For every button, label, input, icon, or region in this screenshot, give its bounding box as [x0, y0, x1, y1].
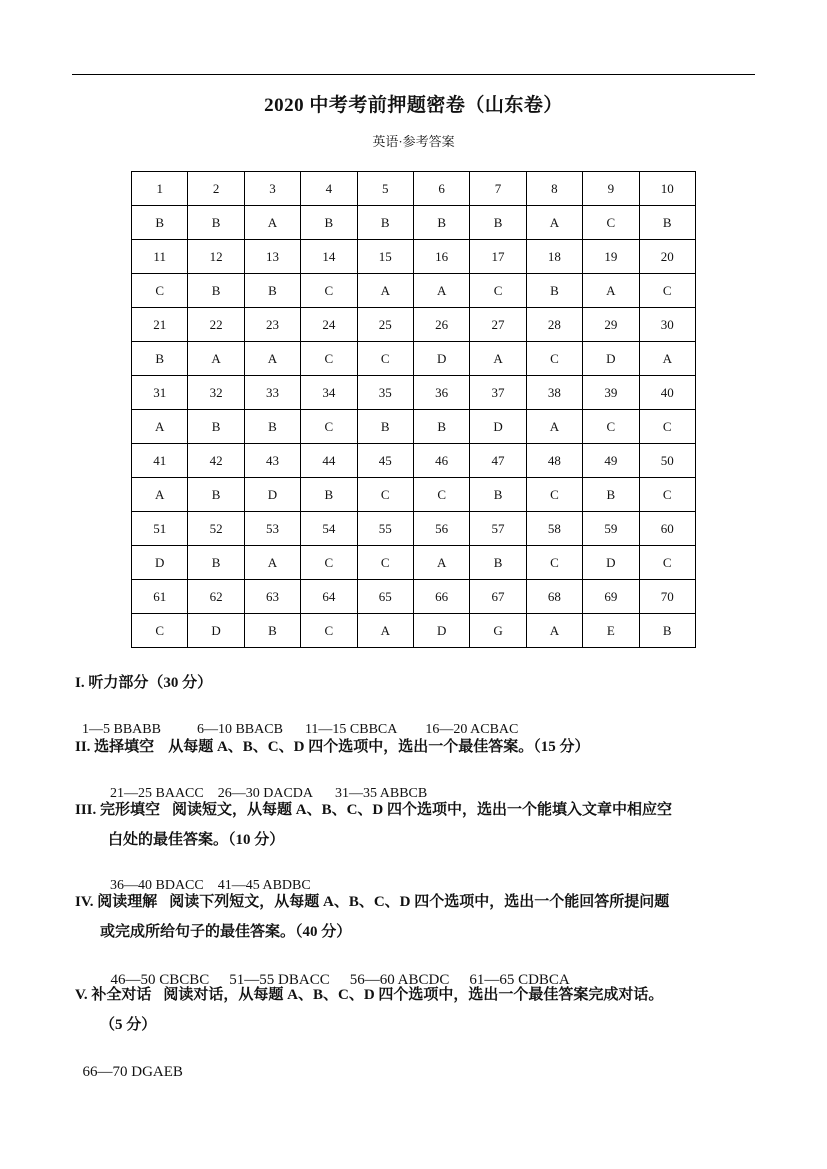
- answer-cell: A: [470, 342, 526, 376]
- answer-table: [131, 171, 696, 648]
- answer-group: 6—10 BBACB: [196, 722, 283, 737]
- question-number-cell: 8: [526, 172, 582, 206]
- answer-cell: A: [639, 342, 695, 376]
- question-number-cell: 61: [132, 580, 188, 614]
- answer-cell: C: [526, 342, 582, 376]
- question-number-cell: 18: [526, 240, 582, 274]
- answer-cell: C: [132, 614, 188, 648]
- table-row-numbers: [132, 240, 696, 274]
- question-number-cell: 42: [188, 444, 244, 478]
- question-number-cell: 49: [583, 444, 639, 478]
- answer-cell: C: [413, 478, 469, 512]
- table-row-numbers: [132, 580, 696, 614]
- answer-group: 36—40 BDACC: [110, 878, 204, 893]
- table-row-numbers: [132, 172, 696, 206]
- question-number-cell: 43: [244, 444, 300, 478]
- section-3: [75, 795, 765, 825]
- question-number-cell: 32: [188, 376, 244, 410]
- section-2-heading: II. 选择填空: [75, 739, 155, 755]
- answer-cell: A: [526, 206, 582, 240]
- section-5: [75, 980, 765, 1010]
- question-number-cell: 21: [132, 308, 188, 342]
- answer-cell: C: [639, 546, 695, 580]
- question-number-cell: 12: [188, 240, 244, 274]
- question-number-cell: 11: [132, 240, 188, 274]
- answer-cell: A: [583, 274, 639, 308]
- answer-cell: A: [244, 342, 300, 376]
- answer-cell: B: [413, 206, 469, 240]
- question-number-cell: 48: [526, 444, 582, 478]
- answer-cell: B: [188, 546, 244, 580]
- answer-cell: C: [526, 546, 582, 580]
- question-number-cell: 7: [470, 172, 526, 206]
- answer-group: 21—25 BAACC: [110, 786, 204, 801]
- answer-cell: D: [470, 410, 526, 444]
- answer-cell: D: [413, 614, 469, 648]
- section-2: [75, 732, 765, 762]
- answer-cell: C: [357, 342, 413, 376]
- answer-cell: C: [301, 546, 357, 580]
- answer-cell: C: [301, 342, 357, 376]
- question-number-cell: 39: [583, 376, 639, 410]
- table-row-answers: [132, 614, 696, 648]
- question-number-cell: 26: [413, 308, 469, 342]
- answer-cell: A: [413, 274, 469, 308]
- section-5-heading: V. 补全对话: [75, 987, 152, 1003]
- answer-cell: C: [301, 614, 357, 648]
- answer-cell: G: [470, 614, 526, 648]
- answer-cell: B: [188, 478, 244, 512]
- answer-cell: B: [301, 478, 357, 512]
- answer-cell: A: [357, 274, 413, 308]
- table-row-numbers: [132, 444, 696, 478]
- answer-cell: C: [301, 410, 357, 444]
- answer-group: 51—55 DBACC: [229, 972, 330, 988]
- section-1: [75, 668, 765, 698]
- question-number-cell: 31: [132, 376, 188, 410]
- question-number-cell: 24: [301, 308, 357, 342]
- question-number-cell: 6: [413, 172, 469, 206]
- answer-group: 61—65 CDBCA: [469, 972, 570, 988]
- question-number-cell: 34: [301, 376, 357, 410]
- answer-cell: C: [583, 410, 639, 444]
- question-number-cell: 1: [132, 172, 188, 206]
- top-rule: [72, 74, 755, 75]
- section-4-line2: [100, 917, 790, 947]
- question-number-cell: 58: [526, 512, 582, 546]
- question-number-cell: 55: [357, 512, 413, 546]
- section-4: [75, 887, 765, 917]
- question-number-cell: 68: [526, 580, 582, 614]
- table-row-answers: [132, 342, 696, 376]
- answer-cell: A: [132, 478, 188, 512]
- question-number-cell: 44: [301, 444, 357, 478]
- answer-cell: B: [357, 206, 413, 240]
- answer-cell: C: [526, 478, 582, 512]
- question-number-cell: 25: [357, 308, 413, 342]
- question-number-cell: 70: [639, 580, 695, 614]
- question-number-cell: 69: [583, 580, 639, 614]
- question-number-cell: 10: [639, 172, 695, 206]
- section-4-heading: IV. 阅读理解: [75, 894, 158, 910]
- question-number-cell: 67: [470, 580, 526, 614]
- answer-group: 66—70 DGAEB: [82, 1064, 183, 1080]
- question-number-cell: 9: [583, 172, 639, 206]
- answer-cell: D: [188, 614, 244, 648]
- answer-cell: A: [526, 614, 582, 648]
- table-row-answers: [132, 274, 696, 308]
- section-4-instruction-line2: 或完成所给句子的最佳答案。（40 分）: [100, 924, 352, 940]
- answer-group: 26—30 DACDA: [217, 786, 314, 801]
- answer-group: 11—15 CBBCA: [304, 722, 398, 737]
- question-number-cell: 20: [639, 240, 695, 274]
- section-3-line2: [108, 825, 798, 855]
- answer-cell: C: [639, 478, 695, 512]
- question-number-cell: 33: [244, 376, 300, 410]
- answer-group: 31—35 ABBCB: [335, 786, 428, 801]
- question-number-cell: 15: [357, 240, 413, 274]
- answer-cell: D: [413, 342, 469, 376]
- question-number-cell: 35: [357, 376, 413, 410]
- question-number-cell: 65: [357, 580, 413, 614]
- question-number-cell: 54: [301, 512, 357, 546]
- answer-cell: B: [132, 206, 188, 240]
- answer-cell: C: [357, 478, 413, 512]
- question-number-cell: 22: [188, 308, 244, 342]
- answer-cell: C: [470, 274, 526, 308]
- question-number-cell: 66: [413, 580, 469, 614]
- answer-cell: B: [413, 410, 469, 444]
- table-row-numbers: [132, 512, 696, 546]
- question-number-cell: 4: [301, 172, 357, 206]
- answer-cell: D: [244, 478, 300, 512]
- answer-cell: B: [639, 206, 695, 240]
- section-3-instruction-line2: 白处的最佳答案。（10 分）: [108, 832, 285, 848]
- answer-cell: B: [188, 410, 244, 444]
- question-number-cell: 52: [188, 512, 244, 546]
- answer-cell: A: [188, 342, 244, 376]
- answer-cell: D: [583, 342, 639, 376]
- section-5-instruction-line2: （5 分）: [100, 1017, 157, 1033]
- table-row-answers: [132, 546, 696, 580]
- question-number-cell: 23: [244, 308, 300, 342]
- table-row-numbers: [132, 376, 696, 410]
- question-number-cell: 47: [470, 444, 526, 478]
- answer-group: 1—5 BBABB: [82, 722, 161, 737]
- answer-cell: B: [470, 206, 526, 240]
- answer-cell: B: [470, 546, 526, 580]
- answer-cell: D: [583, 546, 639, 580]
- answer-cell: B: [583, 478, 639, 512]
- question-number-cell: 59: [583, 512, 639, 546]
- answer-cell: B: [357, 410, 413, 444]
- question-number-cell: 3: [244, 172, 300, 206]
- answer-cell: B: [526, 274, 582, 308]
- answer-cell: C: [583, 206, 639, 240]
- page-subtitle: 英语·参考答案: [372, 134, 455, 149]
- question-number-cell: 16: [413, 240, 469, 274]
- question-number-cell: 13: [244, 240, 300, 274]
- answer-group: 56—60 ABCDC: [349, 972, 450, 988]
- answer-cell: B: [470, 478, 526, 512]
- question-number-cell: 38: [526, 376, 582, 410]
- answer-cell: B: [301, 206, 357, 240]
- answer-cell: B: [132, 342, 188, 376]
- answer-cell: B: [188, 274, 244, 308]
- answer-cell: A: [244, 546, 300, 580]
- answer-group: 16—20 ACBAC: [425, 722, 519, 737]
- table-row-answers: [132, 206, 696, 240]
- question-number-cell: 19: [583, 240, 639, 274]
- question-number-cell: 41: [132, 444, 188, 478]
- question-number-cell: 29: [583, 308, 639, 342]
- answer-cell: A: [132, 410, 188, 444]
- answer-cell: C: [639, 410, 695, 444]
- question-number-cell: 45: [357, 444, 413, 478]
- answer-group: 41—45 ABDBC: [217, 878, 311, 893]
- answer-cell: B: [244, 274, 300, 308]
- table-row-answers: [132, 478, 696, 512]
- question-number-cell: 27: [470, 308, 526, 342]
- answer-cell: A: [244, 206, 300, 240]
- section-5-instruction-line1: 阅读对话，从每题 A、B、C、D 四个选项中，选出一个最佳答案完成对话。: [163, 987, 664, 1003]
- question-number-cell: 30: [639, 308, 695, 342]
- section-2-instruction: 从每题 A、B、C、D 四个选项中，选出一个最佳答案。（15 分）: [168, 739, 590, 755]
- question-number-cell: 63: [244, 580, 300, 614]
- section-4-instruction-line1: 阅读下列短文，从每题 A、B、C、D 四个选项中，选出一个能回答所提问题: [169, 894, 670, 910]
- answer-cell: B: [639, 614, 695, 648]
- answer-group: 46—50 CBCBC: [110, 972, 210, 988]
- question-number-cell: 2: [188, 172, 244, 206]
- question-number-cell: 5: [357, 172, 413, 206]
- answer-cell: E: [583, 614, 639, 648]
- section-3-instruction-line1: 阅读短文，从每题 A、B、C、D 四个选项中，选出一个能填入文章中相应空: [172, 802, 673, 818]
- table-row-answers: [132, 410, 696, 444]
- question-number-cell: 62: [188, 580, 244, 614]
- question-number-cell: 17: [470, 240, 526, 274]
- table-row-numbers: [132, 308, 696, 342]
- section-3-heading: III. 完形填空: [75, 802, 161, 818]
- question-number-cell: 57: [470, 512, 526, 546]
- answer-cell: A: [526, 410, 582, 444]
- question-number-cell: 37: [470, 376, 526, 410]
- answer-cell: C: [301, 274, 357, 308]
- answer-cell: B: [244, 614, 300, 648]
- answer-cell: C: [639, 274, 695, 308]
- question-number-cell: 28: [526, 308, 582, 342]
- question-number-cell: 46: [413, 444, 469, 478]
- section-5-line2: [100, 1010, 790, 1040]
- answer-cell: A: [413, 546, 469, 580]
- question-number-cell: 53: [244, 512, 300, 546]
- page-title: 2020 中考考前押题密卷（山东卷）: [264, 95, 563, 116]
- answer-cell: A: [357, 614, 413, 648]
- section-1-heading: I. 听力部分（30 分）: [75, 675, 213, 691]
- answer-cell: B: [244, 410, 300, 444]
- question-number-cell: 64: [301, 580, 357, 614]
- question-number-cell: 14: [301, 240, 357, 274]
- question-number-cell: 60: [639, 512, 695, 546]
- answer-cell: C: [357, 546, 413, 580]
- question-number-cell: 50: [639, 444, 695, 478]
- question-number-cell: 56: [413, 512, 469, 546]
- question-number-cell: 36: [413, 376, 469, 410]
- answer-cell: D: [132, 546, 188, 580]
- answer-cell: B: [188, 206, 244, 240]
- section-5-answers: [75, 1047, 183, 1081]
- answer-cell: C: [132, 274, 188, 308]
- question-number-cell: 40: [639, 376, 695, 410]
- question-number-cell: 51: [132, 512, 188, 546]
